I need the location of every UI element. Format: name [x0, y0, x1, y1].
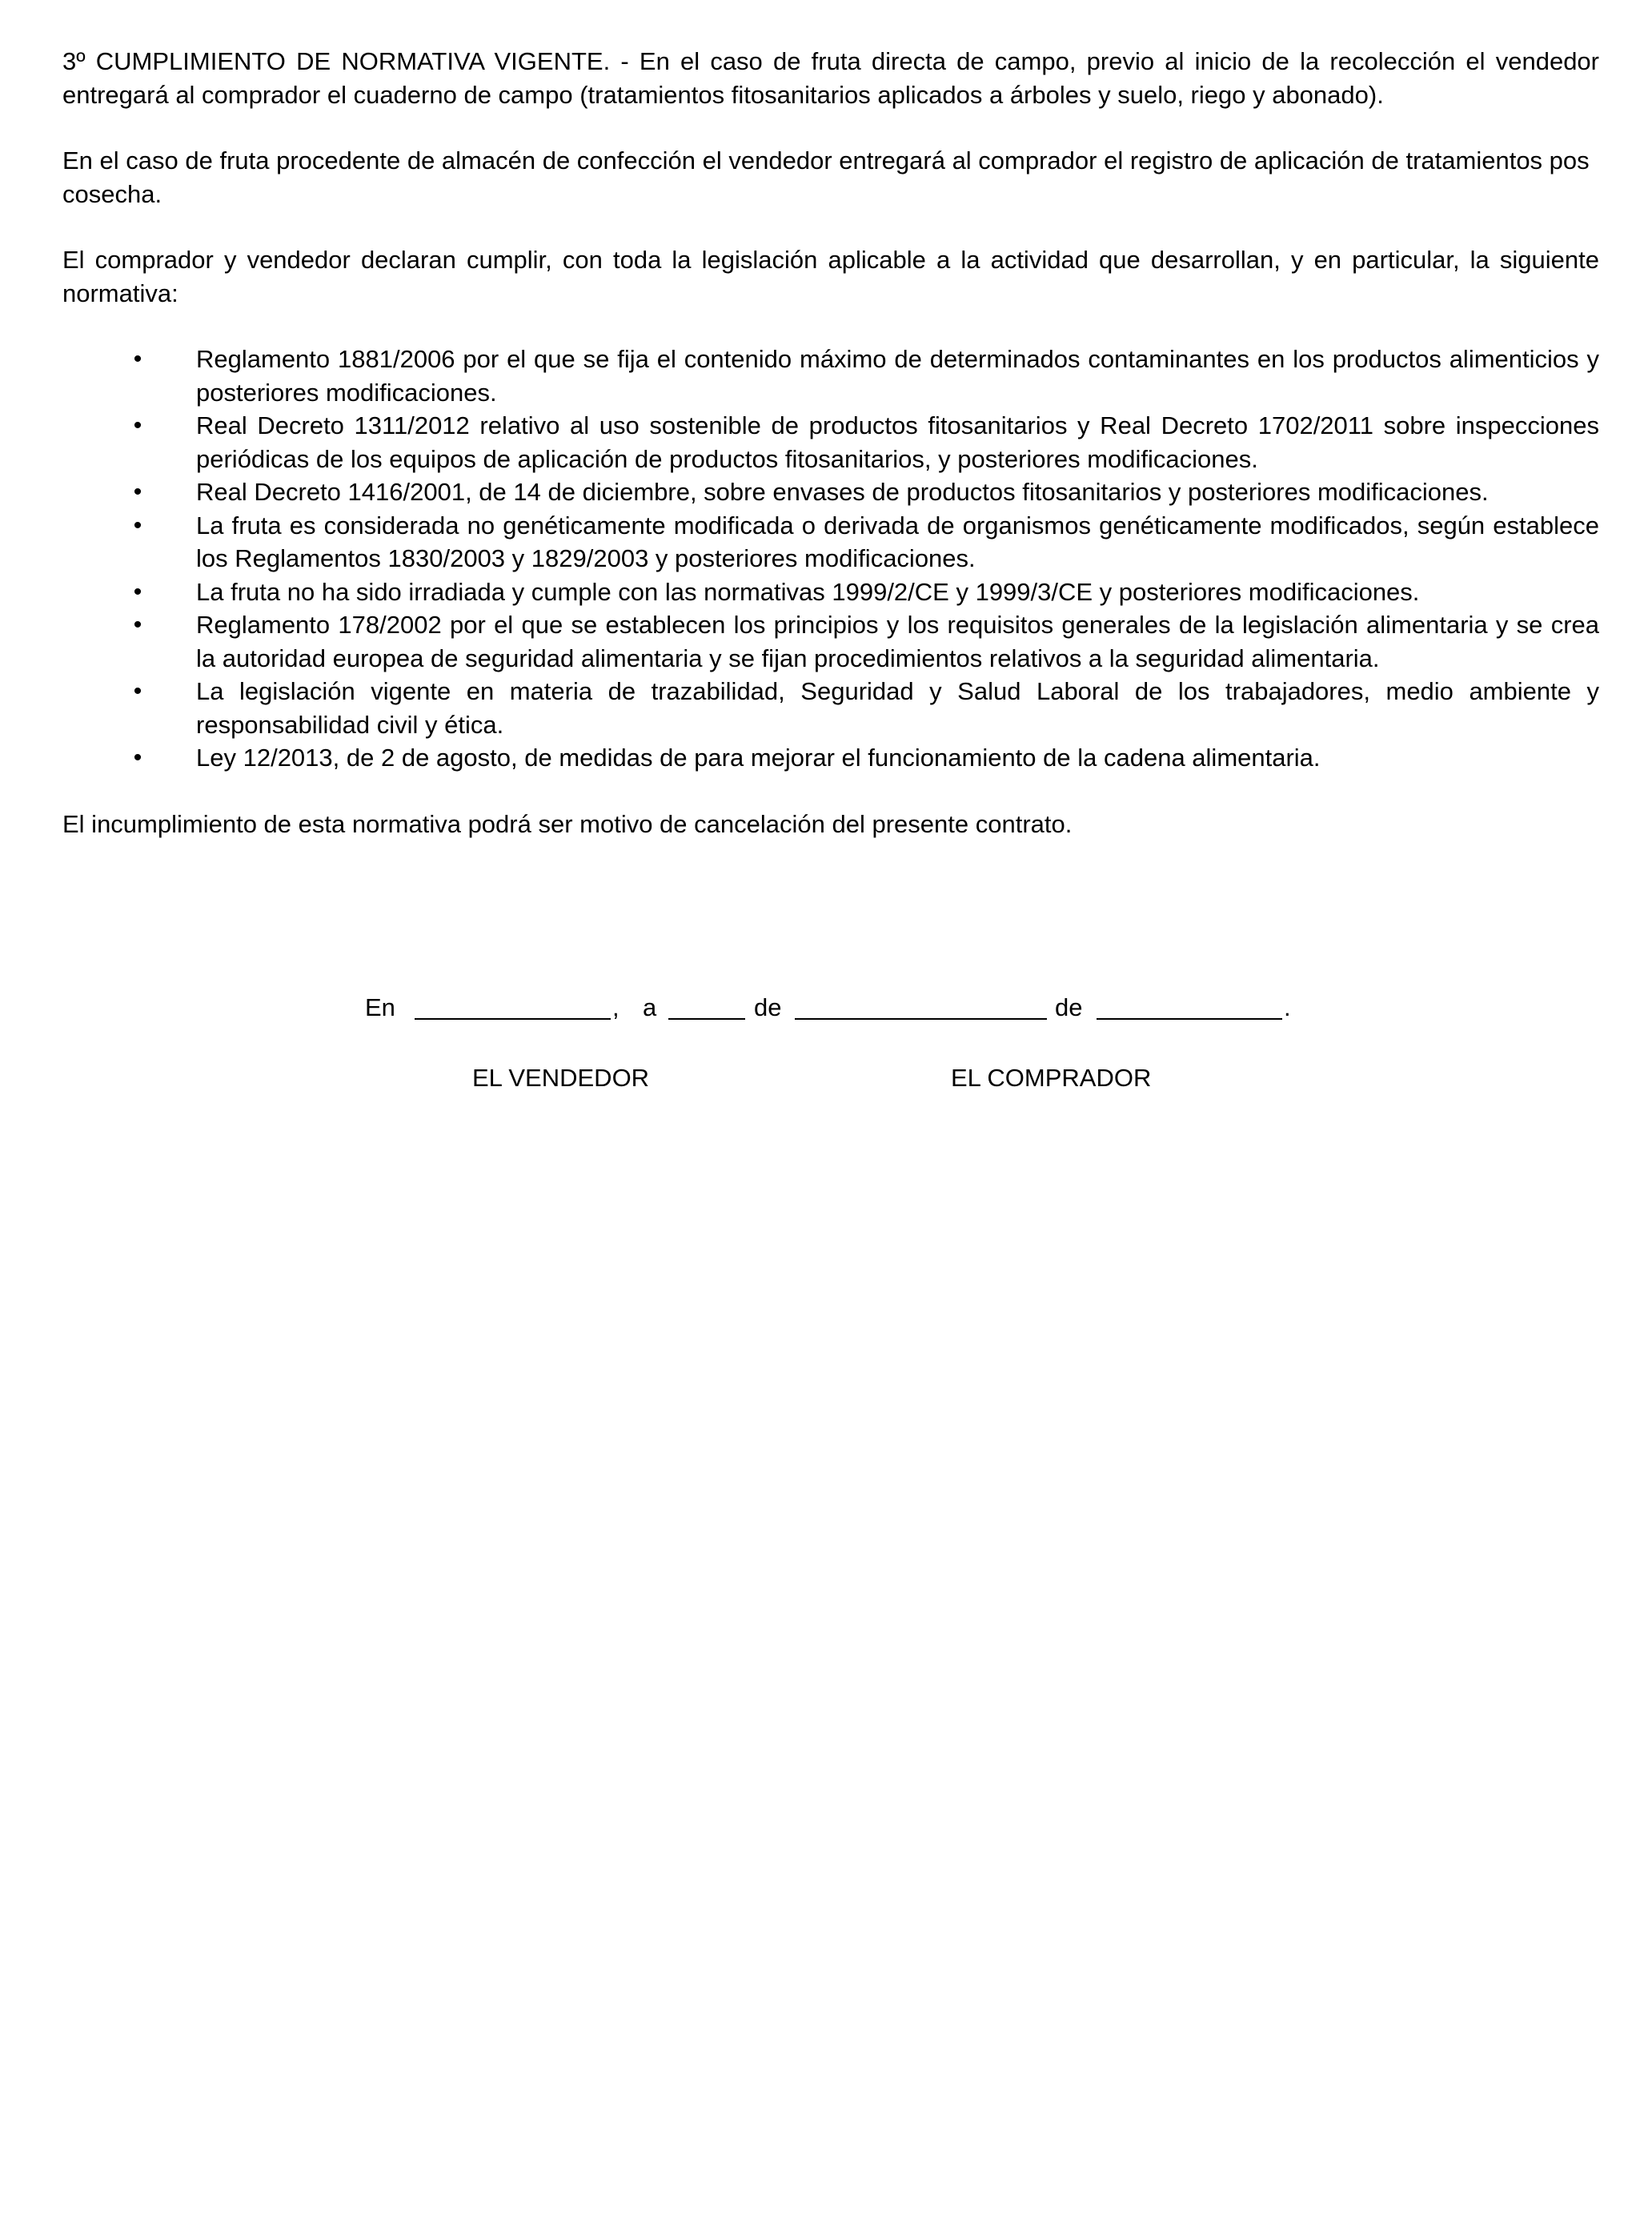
bullet-icon: • — [133, 744, 142, 771]
year-blank[interactable] — [1097, 1018, 1282, 1020]
non-compliance-paragraph: El incumplimiento de esta normativa podrá ser motivo de cancelación del presente contrato. — [62, 809, 1073, 838]
document-page — [62, 45, 1599, 1092]
list-item — [62, 741, 1599, 775]
list-item — [62, 509, 1599, 576]
list-item — [62, 475, 1599, 509]
regulations-list — [62, 343, 1599, 775]
list-item-text: La legislación vigente en materia de trazabilidad, Seguridad y Salud Laboral de los trabajadores, medio ambiente y responsabilidad civil y ética. — [196, 677, 1599, 739]
list-item — [62, 608, 1599, 675]
list-item-text: Reglamento 1881/2006 por el que se fija el contenido máximo de determinados contaminantes en los productos alimenticios y posteriores modificaciones. — [196, 345, 1599, 407]
bullet-icon: • — [133, 346, 142, 372]
buyer-label: EL COMPRADOR — [951, 1064, 1152, 1092]
list-item-text: La fruta no ha sido irradiada y cumple con las normativas 1999/2/CE y 1999/3/CE y posteriores modificaciones. — [196, 577, 1420, 606]
list-item — [62, 576, 1599, 609]
place-label: En — [365, 993, 395, 1021]
bullet-icon: • — [133, 612, 142, 638]
month-label: de — [754, 993, 782, 1021]
place-comma: , — [612, 993, 620, 1021]
list-item-text: Real Decreto 1311/2012 relativo al uso sostenible de productos fitosanitarios y Real Decreto 1702/2011 sobre inspecciones periódicas de los equipos de aplicación de productos fitosanitarios, y posteriores modificaciones. — [196, 411, 1599, 473]
seller-label: EL VENDEDOR — [472, 1064, 650, 1092]
end-mark: . — [1284, 993, 1291, 1021]
post-harvest-paragraph: En el caso de fruta procedente de almacén de confección el vendedor entregará al comprador el registro de aplicación de tratamientos pos cosecha. — [62, 146, 1590, 208]
list-item-text: Reglamento 178/2002 por el que se establecen los principios y los requisitos generales de la legislación alimentaria y se crea la autoridad europea de seguridad alimentaria y se fijan procedimientos relativos a la seguridad alimentaria. — [196, 611, 1599, 672]
day-blank[interactable] — [668, 1018, 745, 1020]
bullet-icon: • — [133, 678, 142, 704]
list-item — [62, 409, 1599, 475]
place-blank[interactable] — [415, 1018, 611, 1020]
section-3-intro-paragraph: 3º CUMPLIMIENTO DE NORMATIVA VIGENTE. - En el caso de fruta directa de campo, previo al inicio de la recolección el vendedor entregará al comprador el cuaderno de campo (tratamientos fitosanitarios aplicados a árboles y suelo, riego y abonado). — [62, 47, 1599, 109]
compliance-declaration-paragraph: El comprador y vendedor declaran cumplir, con toda la legislación aplicable a la actividad que desarrollan, y en particular, la siguiente normativa: — [62, 246, 1599, 307]
list-item-text: Ley 12/2013, de 2 de agosto, de medidas de para mejorar el funcionamiento de la cadena alimentaria. — [196, 744, 1321, 772]
list-item-text: Real Decreto 1416/2001, de 14 de diciembre, sobre envases de productos fitosanitarios y posteriores modificaciones. — [196, 478, 1489, 506]
bullet-icon: • — [133, 479, 142, 505]
list-item — [62, 675, 1599, 741]
place-date-line — [62, 991, 1599, 1025]
bullet-icon: • — [133, 412, 142, 439]
bullet-icon: • — [133, 578, 142, 605]
month-blank[interactable] — [795, 1018, 1047, 1020]
list-item — [62, 343, 1599, 409]
signature-block — [62, 1061, 1599, 1095]
list-item-text: La fruta es considerada no genéticamente modificada o derivada de organismos genéticamente modificados, según establece los Reglamentos 1830/2003 y 1829/2003 y posteriores modificaciones. — [196, 511, 1599, 572]
day-label: a — [643, 993, 657, 1021]
bullet-icon: • — [133, 511, 142, 539]
year-label: de — [1055, 993, 1083, 1021]
